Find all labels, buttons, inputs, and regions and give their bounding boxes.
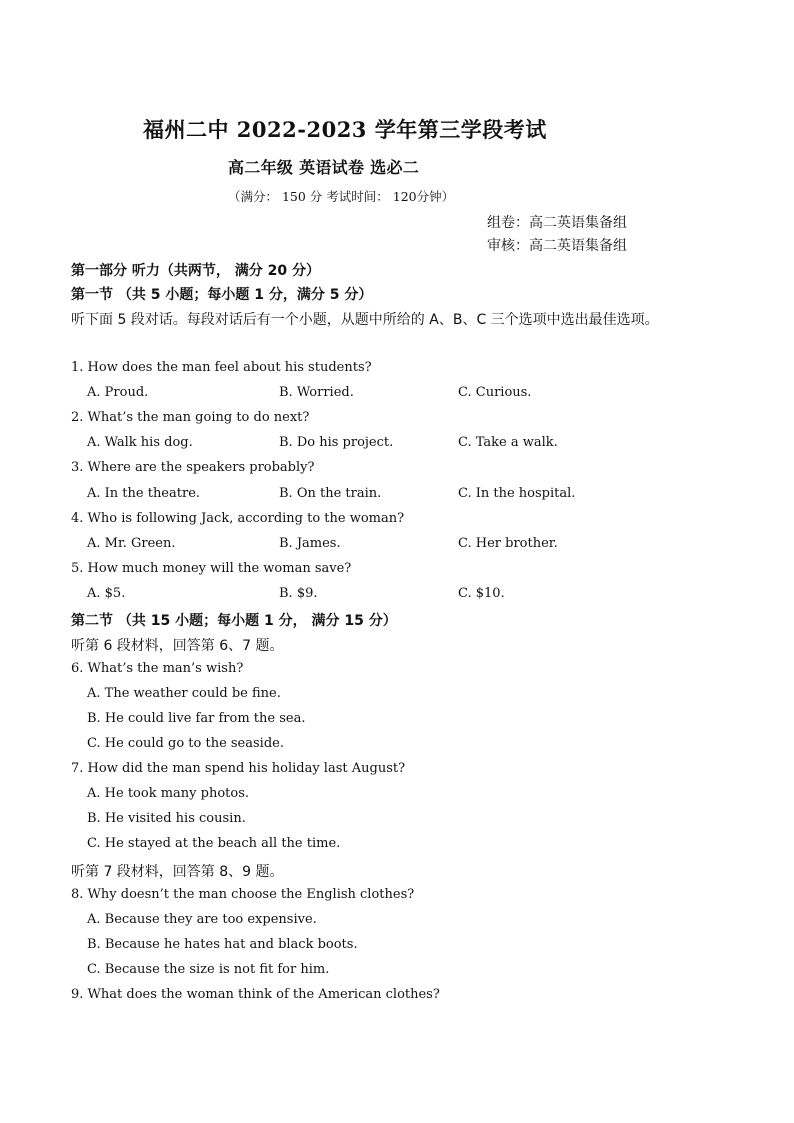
- question-4: 4. Who is following Jack, according to the woman?: [71, 511, 405, 526]
- question-2-option-a: A. Walk his dog.: [87, 435, 193, 450]
- question-3-option-c: C. In the hospital.: [458, 486, 576, 501]
- part1-heading: 第一部分 听力（共两节， 满分 20 分）: [71, 263, 320, 279]
- question-1-option-a: A. Proud.: [87, 385, 149, 400]
- question-2: 2. What’s the man going to do next?: [71, 410, 310, 425]
- reviewer-credit: 审核：高二英语集备组: [487, 238, 627, 254]
- question-4-option-b: B. James.: [279, 536, 341, 551]
- question-6-option-b: B. He could live far from the sea.: [87, 711, 306, 726]
- question-5: 5. How much money will the woman save?: [71, 561, 352, 576]
- question-8-option-c: C. Because the size is not fit for him.: [87, 962, 330, 977]
- section1-instruction: 听下面 5 段对话。每段对话后有一个小题，从题中所给的 A、B、C 三个选项中选出最佳选项。: [71, 312, 659, 328]
- composer-credit: 组卷：高二英语集备组: [487, 215, 627, 231]
- question-1-option-c: C. Curious.: [458, 385, 532, 400]
- score-info: [228, 187, 460, 205]
- exam-subtitle: 高二年级 英语试卷 选必二: [228, 158, 420, 177]
- question-7: 7. How did the man spend his holiday last August?: [71, 761, 406, 776]
- question-3-option-b: B. On the train.: [279, 486, 382, 501]
- question-7-option-b: B. He visited his cousin.: [87, 811, 246, 826]
- question-9: 9. What does the woman think of the American clothes?: [71, 987, 440, 1002]
- question-4-option-c: C. Her brother.: [458, 536, 558, 551]
- question-6-option-a: A. The weather could be fine.: [87, 686, 281, 701]
- question-2-option-b: B. Do his project.: [279, 435, 394, 450]
- question-5-option-b: B. $9.: [279, 586, 318, 601]
- question-7-option-a: A. He took many photos.: [87, 786, 250, 801]
- question-2-option-c: C. Take a walk.: [458, 435, 558, 450]
- question-8-option-b: B. Because he hates hat and black boots.: [87, 937, 358, 952]
- question-1-option-b: B. Worried.: [279, 385, 354, 400]
- group-1-intro: 听第 6 段材料，回答第 6、7 题。: [71, 638, 284, 654]
- question-1: 1. How does the man feel about his students?: [71, 360, 372, 375]
- question-4-option-a: A. Mr. Green.: [87, 536, 176, 551]
- question-6: 6. What’s the man’s wish?: [71, 661, 244, 676]
- question-8: 8. Why doesn’t the man choose the English clothes?: [71, 887, 415, 902]
- question-8-option-a: A. Because they are too expensive.: [87, 912, 317, 927]
- group-2-intro: 听第 7 段材料，回答第 8、9 题。: [71, 864, 284, 880]
- question-7-option-c: C. He stayed at the beach all the time.: [87, 836, 341, 851]
- question-5-option-a: A. $5.: [87, 586, 126, 601]
- section2-heading: 第二节 （共 15 小题；每小题 1 分， 满分 15 分）: [71, 613, 397, 629]
- score-info-text: （满分： 150 分 考试时间： 120分钟）: [228, 189, 455, 204]
- section1-heading: 第一节 （共 5 小题；每小题 1 分，满分 5 分）: [71, 287, 373, 303]
- exam-title: 福州二中 2022-2023 学年第三学段考试: [143, 117, 547, 142]
- question-5-option-c: C. $10.: [458, 586, 505, 601]
- question-6-option-c: C. He could go to the seaside.: [87, 736, 284, 751]
- question-3: 3. Where are the speakers probably?: [71, 460, 315, 475]
- question-3-option-a: A. In the theatre.: [87, 486, 201, 501]
